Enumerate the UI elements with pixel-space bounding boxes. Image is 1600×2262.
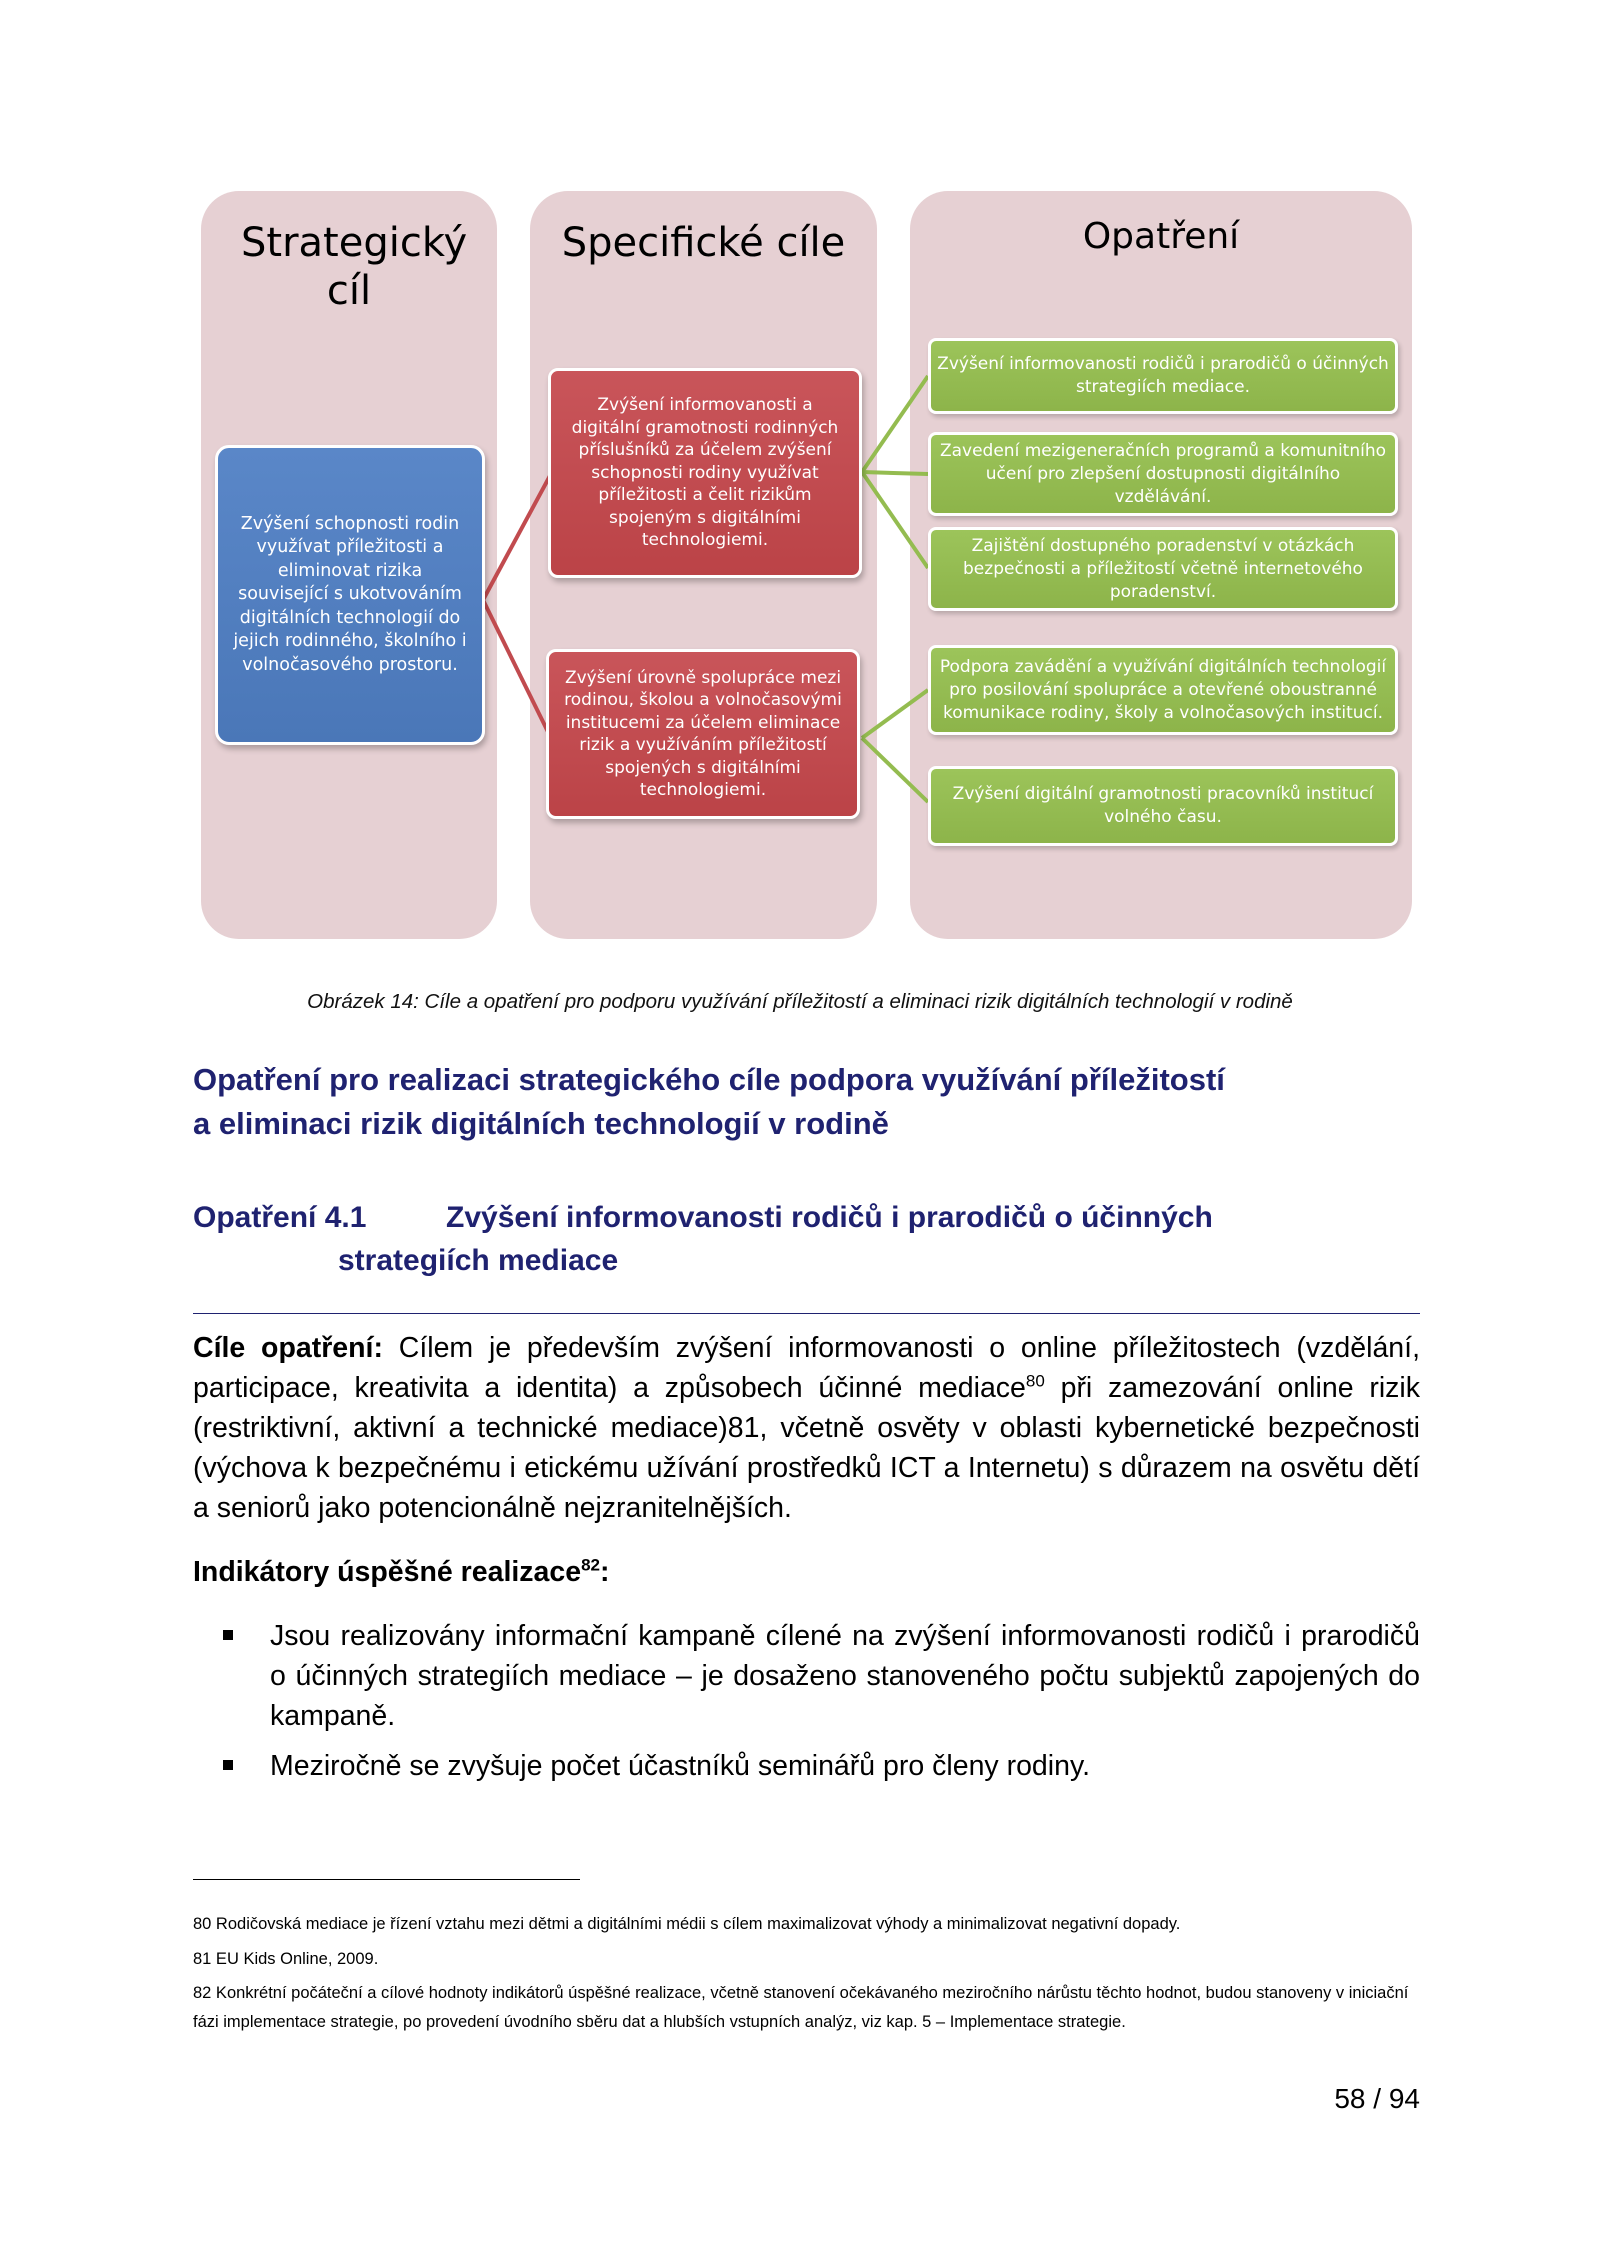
goals-paragraph	[193, 1328, 1420, 1528]
section-heading-line-2: a eliminaci rizik digitálních technologií v rodině	[193, 1106, 889, 1141]
heading-divider	[193, 1313, 1420, 1314]
measure-box-5	[928, 766, 1398, 846]
measure-title-line-1: Zvýšení informovanosti rodičů i prarodičů o účinných	[446, 1201, 1213, 1234]
footnote-ref-80: 80	[1025, 1371, 1045, 1391]
measures-heading: Opatření	[1082, 216, 1240, 257]
green-connectors	[862, 376, 928, 802]
indicators-list	[193, 1616, 1420, 1796]
indicator-text-1: Jsou realizovány informační kampaně cílené na zvýšení informovanosti rodičů i prarodičů o účinných strategiích mediace – je dosaženo stanoveného počtu subjektů zapojených do kampaně.	[270, 1620, 1420, 1732]
indicators-label: Indikátory úspěšné realizace	[193, 1556, 582, 1588]
section-heading-line-1: Opatření pro realizaci strategického cíle podpora využívání příležitostí	[193, 1062, 1225, 1097]
specific-goal-text-2: Zvýšení úrovně spolupráce mezi rodinou, školou a volnočasovými institucemi za účelem eliminace rizik a využíváním příležitostí spojených s digitálními technologiemi.	[564, 667, 842, 800]
measure-text-3: Zajištění dostupného poradenství v otázkách bezpečnosti a příležitostí včetně internetového poradenství.	[963, 535, 1363, 602]
measure-text-2: Zavedení mezigeneračních programů a komunitního učení pro zlepšení dostupnosti digitálního vzdělávání.	[939, 440, 1387, 507]
measure-heading	[193, 1196, 1453, 1282]
figure-caption: Obrázek 14: Cíle a opatření pro podporu využívání příležitostí a eliminaci rizik digitálních technologií v rodině	[307, 990, 1293, 1013]
specific-goal-text-1: Zvýšení informovanosti a digitální gramotnosti rodinných příslušníků za účelem zvýšení schopnosti rodiny využívat příležitosti a čelit rizikům spojeným s digitálními technologiemi.	[571, 395, 839, 551]
footnote-divider	[193, 1879, 580, 1880]
measure-title-line-2: strategiích mediace	[338, 1244, 619, 1277]
measure-text-5: Zvýšení digitální gramotnosti pracovníků institucí volného času.	[952, 784, 1374, 827]
bullet-square-icon	[223, 1630, 233, 1640]
measure-text-4: Podpora zavádění a využívání digitálních technologií pro posilování spolupráce a otevřené oboustranné komunikace rodiny, školy a volnočasových institucí.	[939, 656, 1387, 723]
footnote-82: 82 Konkrétní počáteční a cílové hodnoty indikátorů úspěšné realizace, včetně stanovení očekávaného meziročního nárůstu těchto hodnot, budou stanoveny v iniciační fázi implementace strategie, po provedení úvodního sběru dat a hlubších vstupních analýz, viz kap. 5 – Implementace strategie.	[193, 1984, 1409, 2031]
measure-box-1	[928, 338, 1398, 414]
measure-text-1: Zvýšení informovanosti rodičů i prarodičů o účinných strategiích mediace.	[937, 354, 1389, 397]
red-connectors	[483, 472, 552, 740]
specific-goals-heading: Specifické cíle	[561, 220, 846, 266]
strategic-goal-box	[215, 445, 485, 745]
section-heading	[193, 1058, 1453, 1146]
bullet-square-icon	[223, 1760, 233, 1770]
indicators-heading	[193, 1552, 610, 1592]
measure-box-3	[928, 527, 1398, 611]
footnote-81: 81 EU Kids Online, 2009.	[193, 1950, 379, 1968]
goals-text-2: při zamezování online rizik (restriktivní, aktivní a technické mediace)81, včetně osvěty v oblasti kybernetické bezpečnosti (výchova k bezpečnému i etickému užívání prostředků ICT a Internetu) s důrazem na osvětu dětí a seniorů jako potencionálně nejzranitelnějších.	[193, 1372, 1420, 1524]
measure-box-4	[928, 645, 1398, 735]
goals-text-1: Cílem je především zvýšení informovanosti o online příležitostech (vzdělání, participace, kreativita a identita) a způsobech účinné mediace	[193, 1332, 1420, 1404]
indicators-colon: :	[600, 1556, 610, 1588]
list-item	[193, 1616, 1420, 1736]
strategic-goal-heading: Strategický cíl	[241, 220, 468, 314]
footnote-ref-82: 82	[581, 1555, 601, 1575]
measure-box-2	[928, 432, 1398, 516]
measure-number: Opatření 4.1	[193, 1201, 367, 1234]
strategic-goal-text: Zvýšení schopnosti rodin využívat příležitosti a eliminovat rizika související s ukotvováním digitálních technologií do jejich rodinného, školního i volnočasového prostoru.	[233, 513, 467, 675]
list-item	[193, 1746, 1420, 1786]
specific-goal-box-1	[548, 368, 862, 578]
footnote-80: 80 Rodičovská mediace je řízení vztahu mezi dětmi a digitálními médii s cílem maximalizovat výhody a minimalizovat negativní dopady.	[193, 1915, 1181, 1933]
indicator-text-2: Meziročně se zvyšuje počet účastníků seminářů pro členy rodiny.	[270, 1750, 1091, 1782]
specific-goal-box-2	[546, 649, 860, 819]
goals-label: Cíle opatření:	[193, 1332, 383, 1364]
page-number: 58 / 94	[1334, 2083, 1420, 2114]
